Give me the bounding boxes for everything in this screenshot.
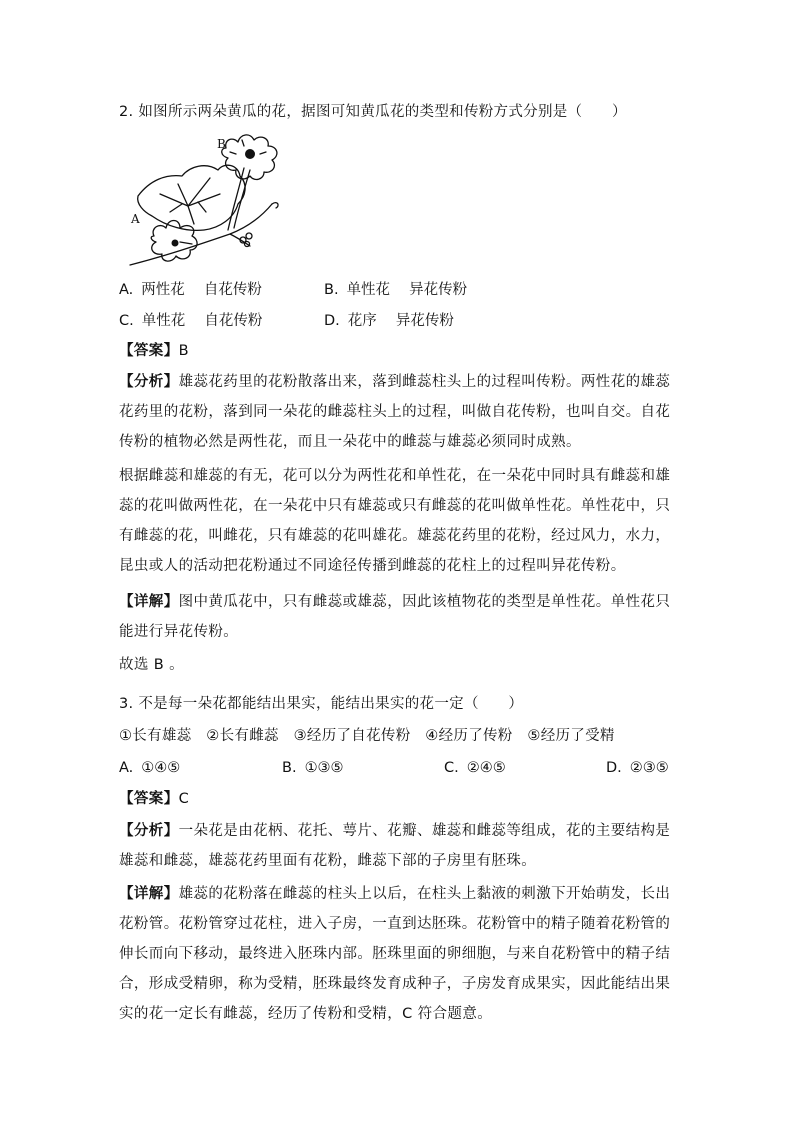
- option-text: 两性花 自花传粉: [141, 282, 262, 298]
- analysis-text: 雄蕊花药里的花粉散落出来，落到雌蕊柱头上的过程叫传粉。两性花的雄蕊花药里的花粉，落到同一朵花的雌蕊柱头上的过程，叫做自花传粉，也叫自交。自花传粉的植物必然是两性花，而且一朵花中的雌蕊与雄蕊必须同时成熟。: [119, 374, 671, 450]
- answer-value: B: [178, 343, 189, 359]
- q3-statements: ①长有雄蕊 ②长有雌蕊 ③经历了自花传粉 ④经历了传粉 ⑤经历了受精: [119, 728, 615, 744]
- cucumber-flower-figure: [120, 132, 290, 272]
- answer-value: C: [178, 791, 190, 807]
- option-text: ②④⑤: [466, 760, 506, 776]
- option-letter: B.: [282, 760, 297, 776]
- option-letter: D.: [324, 313, 340, 329]
- q2-detail: [119, 587, 679, 647]
- detail-tag: 【详解】: [119, 886, 179, 902]
- figure-label-b: B: [217, 137, 226, 151]
- option-text: 单性花 自花传粉: [141, 313, 263, 329]
- option-letter: D.: [606, 760, 622, 776]
- analysis-tag: 【分析】: [119, 374, 179, 390]
- detail-text: 雄蕊的花粉落在雌蕊的柱头上以后，在柱头上黏液的刺激下开始萌发，长出花粉管。花粉管穿过花柱，进入子房，一直到达胚珠。花粉管中的精子随着花粉管的伸长而向下移动，最终进入胚珠内部。胚珠里面的卵细胞，与来自花粉管中的精子结合，形成受精卵，称为受精，胚珠最终发育成种子，子房发育成果实，因此能结出果实的花一定长有雌蕊，经历了传粉和受精，C 符合题意。: [119, 886, 671, 1022]
- q2-analysis-1: [119, 367, 679, 457]
- q3-option-c: [444, 758, 506, 778]
- option-text: ①③⑤: [304, 760, 344, 776]
- q3-option-d: [606, 758, 669, 778]
- flower-b-center: [245, 149, 255, 159]
- cucumber-flower-drawing: [120, 132, 290, 272]
- q2-option-a: [119, 280, 262, 300]
- analysis-text: 一朵花是由花柄、花托、萼片、花瓣、雄蕊和雌蕊等组成，花的主要结构是雄蕊和雌蕊，雄蕊花药里面有花粉，雌蕊下部的子房里有胚珠。: [119, 823, 671, 869]
- q3-detail: [119, 879, 679, 1029]
- option-text: 单性花 异花传粉: [346, 282, 468, 298]
- question-2-title: 2. 如图所示两朵黄瓜的花，据图可知黄瓜花的类型和传粉方式分别是（ ）: [119, 104, 627, 120]
- detail-tag: 【详解】: [119, 594, 179, 610]
- q2-conclusion: 故选 B 。: [119, 657, 185, 673]
- q3-answer: [119, 784, 679, 814]
- q2-option-d: [324, 311, 454, 331]
- option-letter: C.: [444, 760, 459, 776]
- option-letter: C.: [119, 313, 134, 329]
- figure-label-a: A: [131, 212, 140, 226]
- q2-analysis-2: 根据雌蕊和雄蕊的有无，花可以分为两性花和单性花，在一朵花中同时具有雌蕊和雄蕊的花叫做两性花，在一朵花中只有雄蕊或只有雌蕊的花叫做单性花。单性花中，只有雌蕊的花，叫雌花，只有雄蕊的花叫雄花。雄蕊花药里的花粉，经过风力，水力，昆虫或人的活动把花粉通过不同途径传播到雌蕊的花柱上的过程叫异花传粉。: [119, 468, 671, 574]
- q2-answer: [119, 336, 679, 366]
- q2-option-c: [119, 311, 262, 331]
- flower-a-center: [172, 240, 179, 247]
- analysis-tag: 【分析】: [119, 823, 179, 839]
- question-3-title: 3. 不是每一朵花都能结出果实，能结出果实的花一定（ ）: [119, 696, 524, 712]
- q3-option-b: [282, 758, 344, 778]
- answer-tag: 【答案】: [119, 343, 179, 359]
- option-letter: A.: [119, 760, 134, 776]
- q2-option-b: [324, 280, 467, 300]
- option-text: 花序 异花传粉: [347, 313, 454, 329]
- option-letter: A.: [119, 282, 134, 298]
- q3-option-a: [119, 758, 180, 778]
- option-text: ①④⑤: [141, 760, 181, 776]
- answer-tag: 【答案】: [119, 791, 179, 807]
- option-text: ②③⑤: [629, 760, 669, 776]
- detail-text: 图中黄瓜花中，只有雌蕊或雄蕊，因此该植物花的类型是单性花。单性花只能进行异花传粉。: [119, 594, 671, 640]
- option-letter: B.: [324, 282, 339, 298]
- q3-analysis: [119, 816, 679, 876]
